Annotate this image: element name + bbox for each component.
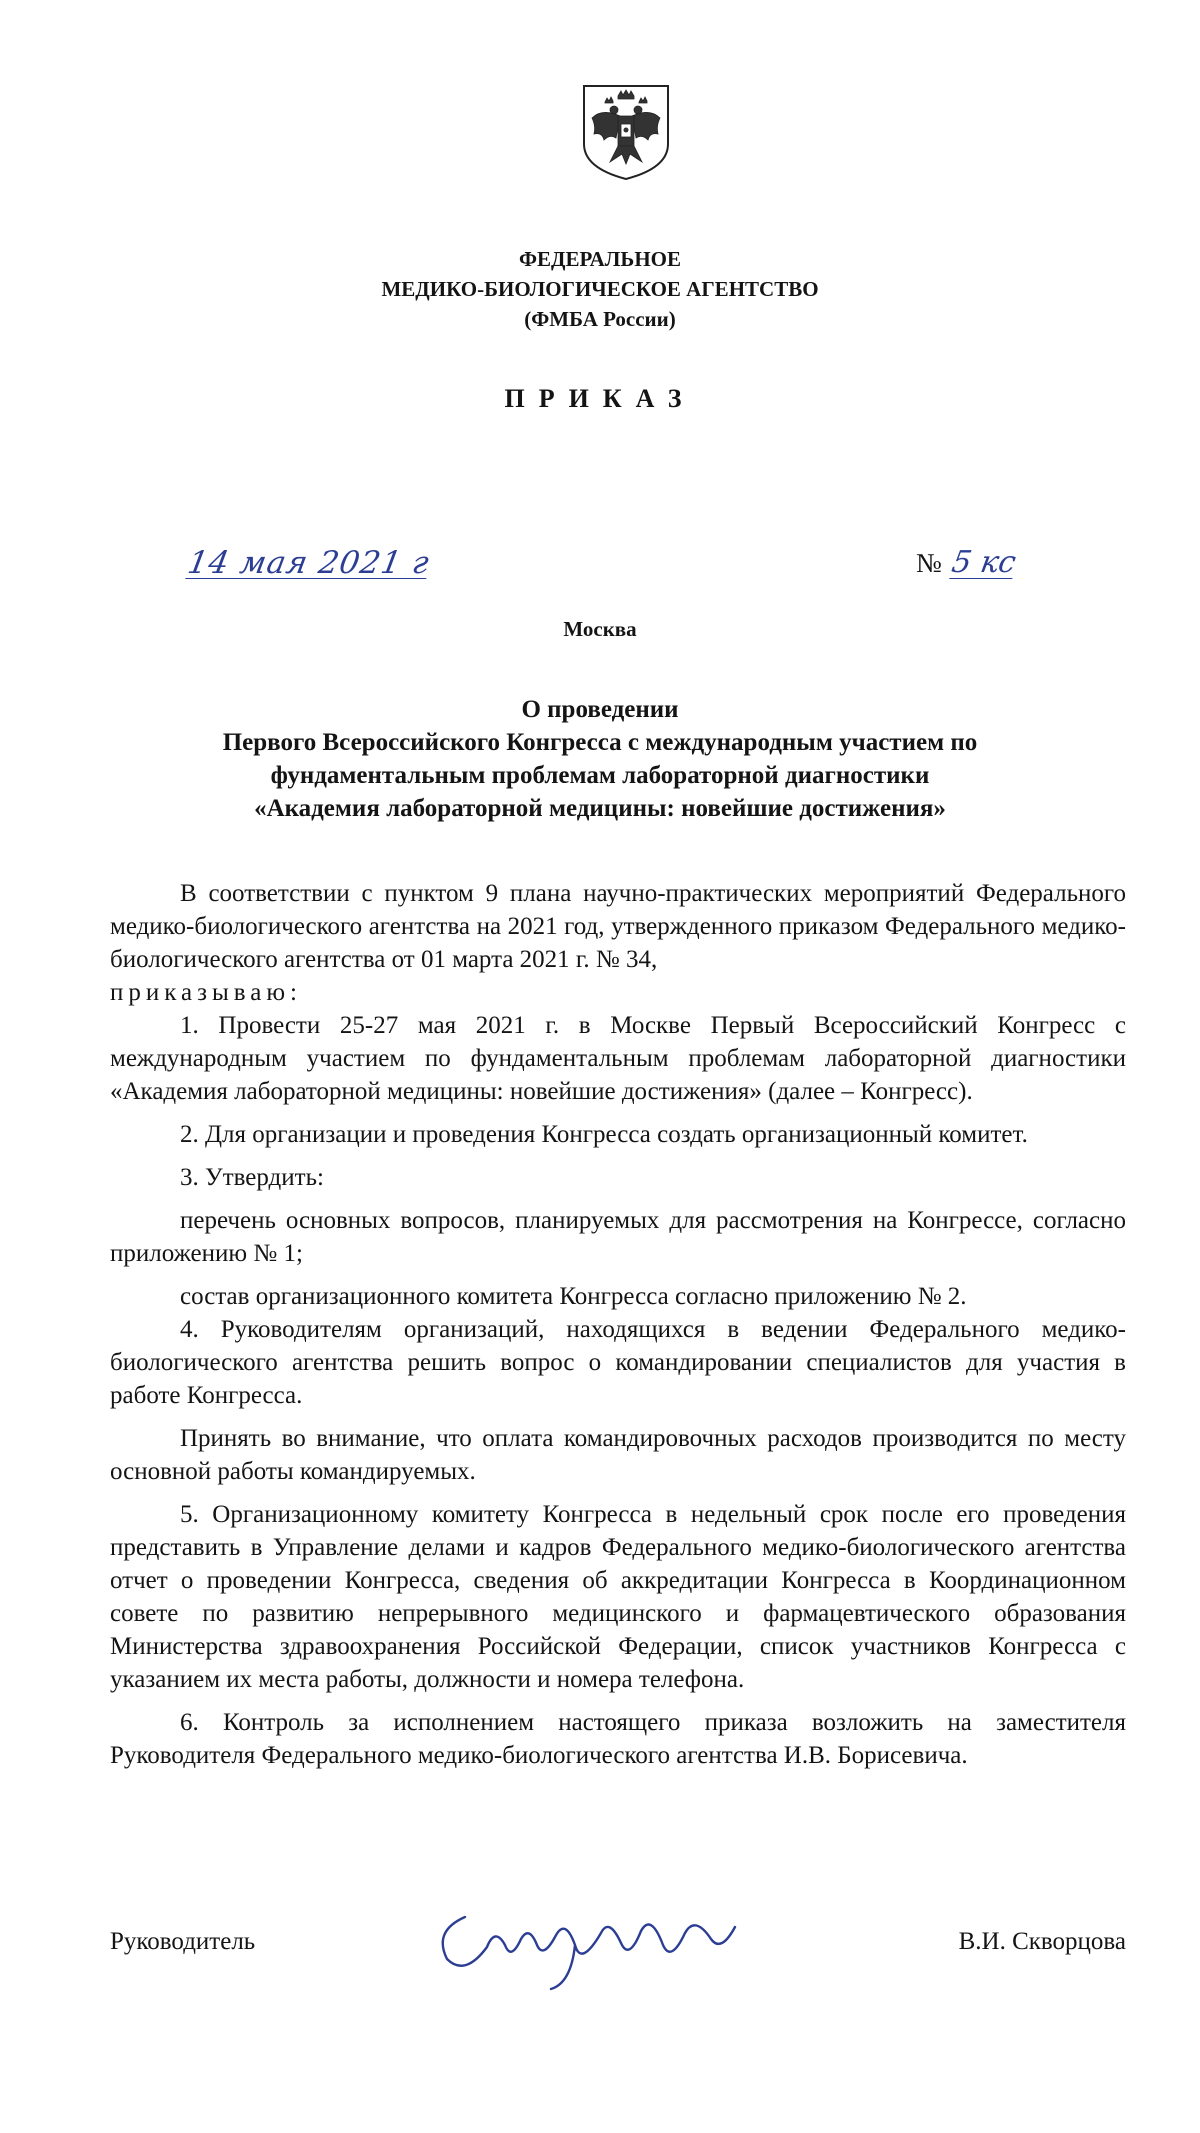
agency-line: (ФМБА России)	[524, 307, 676, 331]
agency-line: МЕДИКО-БИОЛОГИЧЕСКОЕ АГЕНТСТВО	[381, 277, 819, 301]
paragraph-3: 3. Утвердить:	[180, 1164, 324, 1191]
paragraph-6: 6. Контроль за исполнением настоящего приказа возложить на заместителя Руководителя Федерального медико-биологического агентства И.В. Борисевича.	[110, 1709, 1126, 1769]
order-word: приказываю:	[110, 979, 302, 1006]
paragraph-4: 4. Руководителям организаций, находящихся в ведении Федерального медико-биологического агентства решить вопрос о командировании специалистов для участия в работе Конгресса.	[110, 1316, 1126, 1409]
handwritten-signature-icon	[425, 1887, 765, 1992]
signatory-title: Руководитель	[110, 1928, 256, 1955]
order-subject	[0, 693, 1200, 825]
paragraph-2: 2. Для организации и проведения Конгресса создать организационный комитет.	[180, 1121, 1028, 1148]
subject-line: фундаментальным проблемам лабораторной диагностики	[270, 762, 930, 789]
number-sign: №	[916, 548, 942, 578]
intro-paragraph	[110, 877, 1126, 1009]
paragraph-3-item-2: состав организационного комитета Конгресса согласно приложению № 2.	[180, 1283, 967, 1310]
intro-text: В соответствии с пунктом 9 плана научно-практических мероприятий Федерального медико-биологического агентства на 2021 год, утвержденного приказом Федерального медико-биологического агентства от 01 марта 2021 г. № 34,	[110, 880, 1126, 973]
paragraph-3-item-1: перечень основных вопросов, планируемых для рассмотрения на Конгрессе, согласно приложению № 1;	[110, 1207, 1126, 1267]
handwritten-number: 5 кс	[948, 545, 1019, 580]
subject-line: О проведении	[521, 696, 679, 723]
handwritten-date: 14 мая 2021 г	[184, 545, 433, 581]
subject-line: «Академия лабораторной медицины: новейшие достижения»	[254, 795, 946, 822]
order-number	[916, 545, 1019, 580]
city: Москва	[563, 617, 637, 641]
agency-line: ФЕДЕРАЛЬНОЕ	[518, 247, 681, 271]
russian-coat-of-arms-icon	[580, 82, 672, 182]
document-kind: ПРИКАЗ	[504, 384, 696, 413]
paragraph-1: 1. Провести 25-27 мая 2021 г. в Москве Первый Всероссийский Конгресс с международным участием по фундаментальным проблемам лабораторной диагностики «Академия лабораторной медицины: новейшие достижения» (далее – Конгресс).	[110, 1012, 1126, 1105]
paragraph-5: 5. Организационному комитету Конгресса в недельный срок после его проведения представить в Управление делами и кадров Федерального медико-биологического агентства отчет о проведении Конгресса, сведения об аккредитации Конгресса в Координационном совете по развитию непрерывного медицинского и фармацевтического образования Министерства здравоохранения Российской Федерации, список участников Конгресса с указанием их места работы, должности и номера телефона.	[110, 1501, 1126, 1693]
signatory-name: В.И. Скворцова	[958, 1928, 1126, 1955]
agency-header	[0, 244, 1200, 334]
paragraph-4-note: Принять во внимание, что оплата командировочных расходов производится по месту основной работы командируемых.	[110, 1425, 1126, 1485]
subject-line: Первого Всероссийского Конгресса с международным участием по	[222, 729, 978, 756]
order-body	[110, 877, 1126, 1772]
